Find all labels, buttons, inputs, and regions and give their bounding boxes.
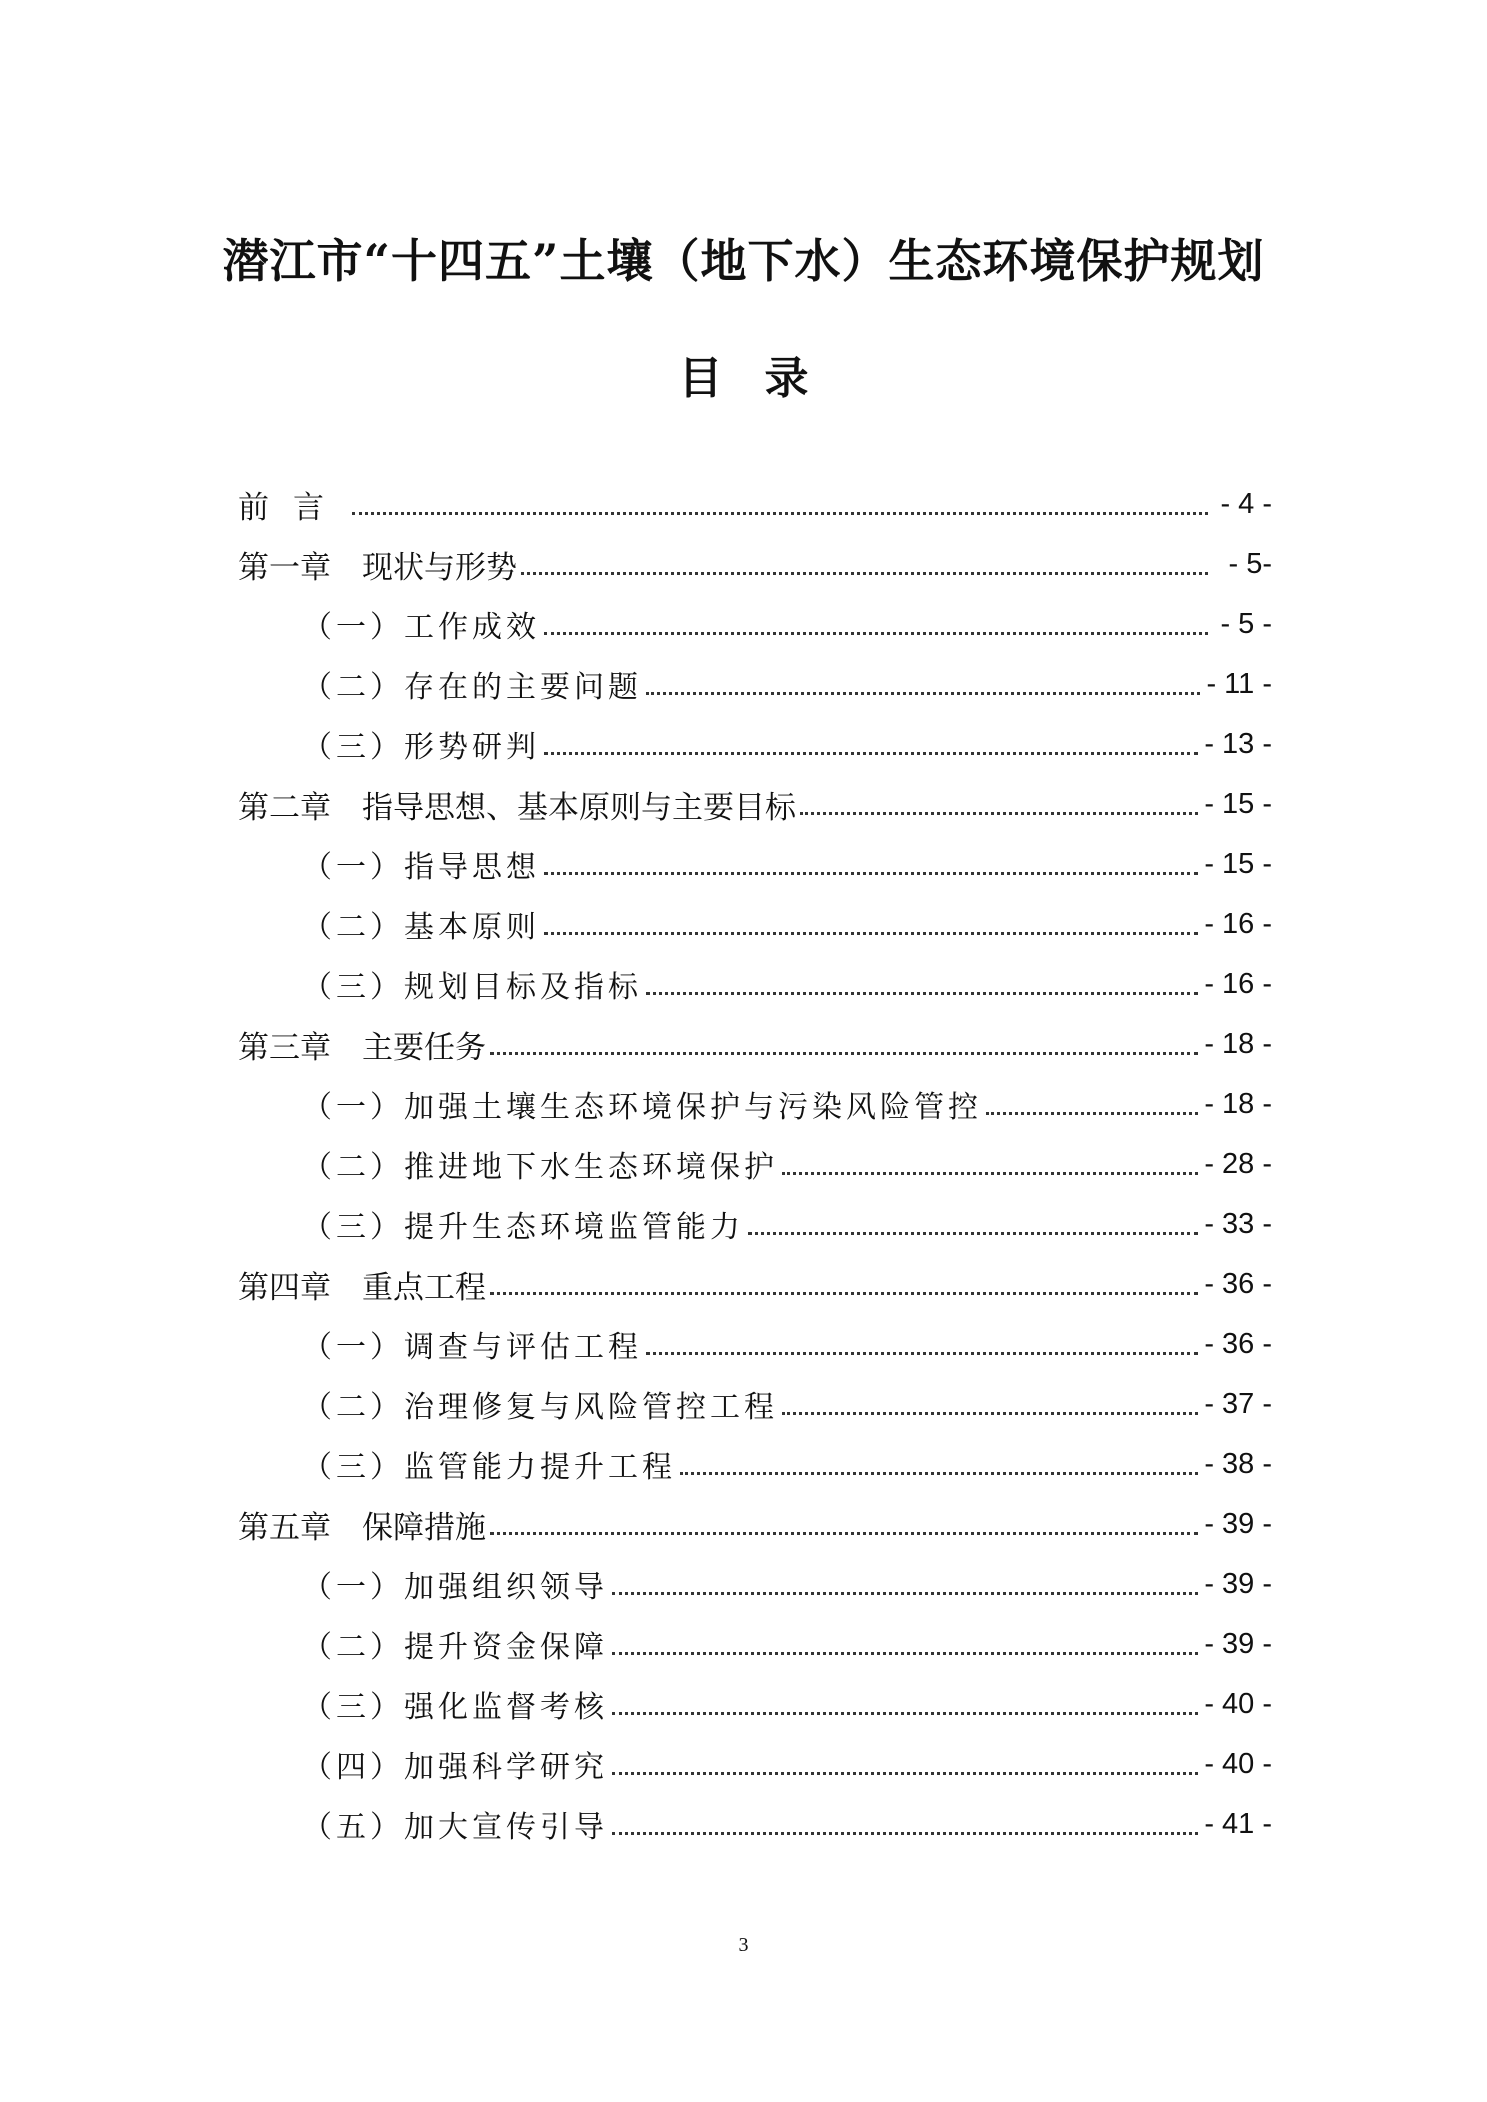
- toc-entry-label: 第三章 主要任务: [238, 1029, 486, 1066]
- toc-dot-leader: [544, 932, 1198, 935]
- toc-entry-label: （二）治理修复与风险管控工程: [302, 1390, 778, 1425]
- toc-dot-leader: [782, 1412, 1198, 1415]
- toc-entry-section[interactable]: [238, 1314, 1272, 1374]
- toc-entry-label: 第一章 现状与形势: [238, 549, 517, 586]
- toc-entry-label: （一）调查与评估工程: [302, 1330, 642, 1365]
- toc-entry-page: - 40 -: [1204, 1747, 1272, 1780]
- toc-entry-section[interactable]: [238, 1554, 1272, 1614]
- toc-entry-page: - 15 -: [1204, 847, 1272, 880]
- toc-dot-leader: [490, 1052, 1198, 1055]
- toc-dot-leader: [800, 812, 1198, 815]
- toc-entry-section[interactable]: [238, 1434, 1272, 1494]
- toc-dot-leader: [352, 512, 1208, 515]
- toc-entry-section[interactable]: [238, 834, 1272, 894]
- toc-entry-page: - 36 -: [1204, 1267, 1272, 1300]
- toc-entry-section[interactable]: [238, 1794, 1272, 1854]
- toc-entry-label: （二）存在的主要问题: [302, 670, 642, 705]
- toc-entry-section[interactable]: [238, 714, 1272, 774]
- toc-entry-chapter[interactable]: [238, 1494, 1272, 1554]
- toc-entry-label: （二）提升资金保障: [302, 1630, 608, 1665]
- toc-entry-section[interactable]: [238, 954, 1272, 1014]
- toc-dot-leader: [521, 572, 1208, 575]
- toc-dot-leader: [544, 632, 1208, 635]
- toc-dot-leader: [782, 1172, 1198, 1175]
- toc-dot-leader: [612, 1712, 1198, 1715]
- toc-entry-label: （二）基本原则: [302, 910, 540, 945]
- toc-dot-leader: [544, 752, 1198, 755]
- toc-entry-label: （一）指导思想: [302, 850, 540, 885]
- toc-entry-label: （二）推进地下水生态环境保护: [302, 1150, 778, 1185]
- toc-dot-leader: [490, 1532, 1198, 1535]
- toc-entry-page: - 36 -: [1204, 1327, 1272, 1360]
- toc-dot-leader: [986, 1112, 1198, 1115]
- toc-entry-label: 第五章 保障措施: [238, 1509, 486, 1546]
- toc-entry-label: （三）规划目标及指标: [302, 970, 642, 1005]
- toc-entry-label: （三）形势研判: [302, 730, 540, 765]
- table-of-contents: [238, 474, 1272, 1854]
- toc-entry-page: - 37 -: [1204, 1387, 1272, 1420]
- toc-entry-page: - 16 -: [1204, 967, 1272, 1000]
- toc-entry-chapter[interactable]: [238, 1014, 1272, 1074]
- toc-entry-label: 第二章 指导思想、基本原则与主要目标: [238, 789, 796, 826]
- toc-entry-page: - 5-: [1228, 547, 1272, 580]
- toc-entry-section[interactable]: [238, 1134, 1272, 1194]
- toc-entry-page: - 18 -: [1204, 1087, 1272, 1120]
- toc-entry-section[interactable]: [238, 654, 1272, 714]
- toc-entry-section[interactable]: [238, 1674, 1272, 1734]
- toc-entry-section[interactable]: [238, 1194, 1272, 1254]
- toc-dot-leader: [612, 1772, 1198, 1775]
- toc-dot-leader: [646, 1352, 1198, 1355]
- page-number: 3: [738, 1934, 749, 1956]
- toc-dot-leader: [646, 692, 1200, 695]
- toc-entry-page: - 5 -: [1220, 607, 1272, 640]
- toc-entry-label: （三）提升生态环境监管能力: [302, 1210, 744, 1245]
- toc-dot-leader: [544, 872, 1198, 875]
- toc-entry-page: - 40 -: [1204, 1687, 1272, 1720]
- toc-dot-leader: [680, 1472, 1198, 1475]
- toc-entry-page: - 41 -: [1204, 1807, 1272, 1840]
- toc-entry-page: - 16 -: [1204, 907, 1272, 940]
- toc-entry-section[interactable]: [238, 1614, 1272, 1674]
- toc-dot-leader: [612, 1592, 1198, 1595]
- toc-dot-leader: [748, 1232, 1198, 1235]
- toc-entry-page: - 38 -: [1204, 1447, 1272, 1480]
- toc-entry-page: - 13 -: [1204, 727, 1272, 760]
- toc-entry-label: （一）加强组织领导: [302, 1570, 608, 1605]
- toc-dot-leader: [646, 992, 1198, 995]
- toc-entry-label: （五）加大宣传引导: [302, 1810, 608, 1845]
- toc-entry-section[interactable]: [238, 594, 1272, 654]
- toc-entry-section[interactable]: [238, 1374, 1272, 1434]
- toc-entry-label: （一）工作成效: [302, 610, 540, 645]
- toc-entry-page: - 39 -: [1204, 1507, 1272, 1540]
- toc-entry-label: （三）强化监督考核: [302, 1690, 608, 1725]
- toc-entry-page: - 28 -: [1204, 1147, 1272, 1180]
- toc-dot-leader: [612, 1652, 1198, 1655]
- toc-entry-section[interactable]: [238, 894, 1272, 954]
- toc-entry-label: （四）加强科学研究: [302, 1750, 608, 1785]
- toc-entry-chapter[interactable]: [238, 1254, 1272, 1314]
- toc-entry-section[interactable]: [238, 1734, 1272, 1794]
- toc-entry-label: 第四章 重点工程: [238, 1269, 486, 1306]
- toc-entry-section[interactable]: [238, 1074, 1272, 1134]
- toc-entry-preface[interactable]: [238, 474, 1272, 534]
- toc-entry-page: - 4 -: [1220, 487, 1272, 520]
- toc-entry-label: （一）加强土壤生态环境保护与污染风险管控: [302, 1090, 982, 1125]
- toc-entry-page: - 15 -: [1204, 787, 1272, 820]
- toc-entry-chapter[interactable]: [238, 774, 1272, 834]
- toc-heading: 目录: [678, 353, 851, 404]
- document-title: 潜江市“十四五”土壤（地下水）生态环境保护规划: [222, 234, 1265, 288]
- toc-entry-page: - 33 -: [1204, 1207, 1272, 1240]
- toc-dot-leader: [490, 1292, 1198, 1295]
- toc-entry-page: - 18 -: [1204, 1027, 1272, 1060]
- toc-entry-page: - 39 -: [1204, 1627, 1272, 1660]
- toc-entry-page: - 39 -: [1204, 1567, 1272, 1600]
- toc-entry-label: 前言: [238, 489, 348, 526]
- toc-dot-leader: [612, 1832, 1198, 1835]
- toc-entry-page: - 11 -: [1206, 667, 1272, 700]
- toc-entry-chapter[interactable]: [238, 534, 1272, 594]
- toc-entry-label: （三）监管能力提升工程: [302, 1450, 676, 1485]
